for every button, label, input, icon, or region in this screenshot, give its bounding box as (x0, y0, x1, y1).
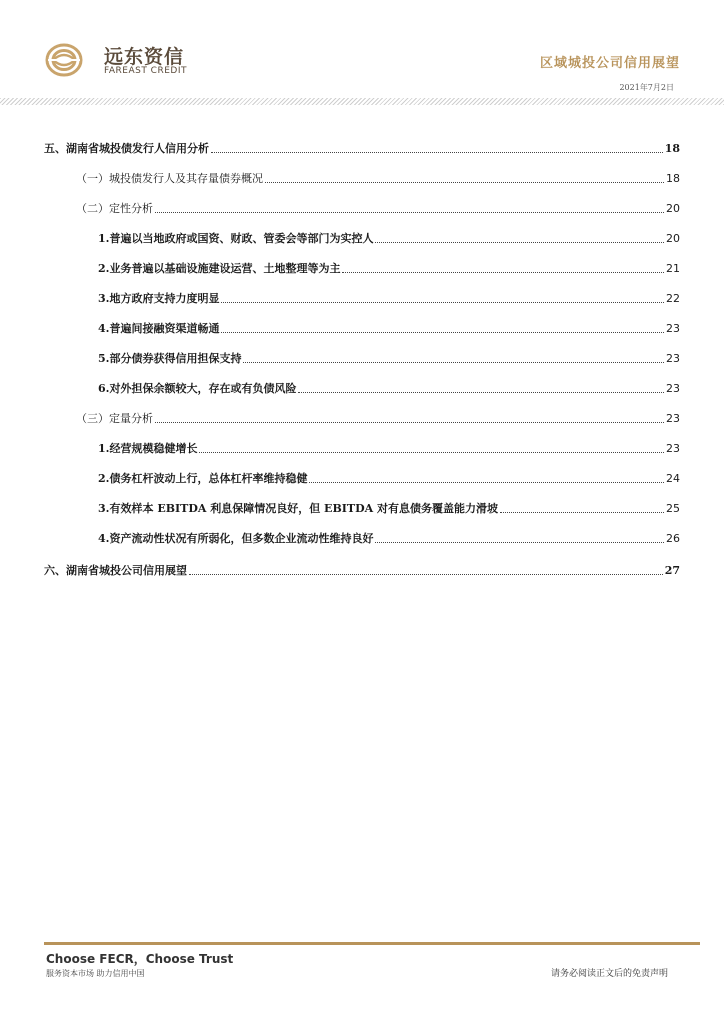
toc-entry-title: 6.对外担保余额较大，存在或有负债风险 (98, 382, 297, 395)
toc-entry-title: （三）定量分析 (76, 412, 153, 425)
toc-entry[interactable] (98, 260, 680, 278)
toc-entry[interactable] (44, 562, 680, 580)
toc-entry[interactable] (98, 440, 680, 458)
toc-entry[interactable] (98, 530, 680, 548)
report-title: 区域城投公司信用展望 (539, 56, 680, 71)
toc-entry[interactable] (76, 200, 680, 218)
toc-entry-page: 23 (666, 382, 680, 395)
page-header (0, 0, 724, 100)
toc-entry[interactable] (44, 140, 680, 158)
footer-subtitle: 服务资本市场 助力信用中国 (46, 969, 145, 978)
toc-entry-page: 20 (666, 232, 680, 245)
toc-leader-dots (500, 512, 664, 513)
report-date: 2021年7月2日 (619, 83, 674, 92)
toc-entry-title: 4.资产流动性状况有所弱化，但多数企业流动性维持良好 (98, 532, 374, 545)
toc-entry[interactable] (76, 170, 680, 188)
toc-entry[interactable] (98, 290, 680, 308)
toc-leader-dots (199, 452, 664, 453)
toc-entry-page: 23 (666, 442, 680, 455)
toc-leader-dots (189, 574, 663, 575)
toc-entry-title: 1.经营规模稳健增长 (98, 442, 198, 455)
toc-leader-dots (265, 182, 664, 183)
fareast-logo-icon (44, 40, 100, 80)
toc-entry-page: 23 (666, 322, 680, 335)
brand-name-en: FAREAST CREDIT (104, 66, 187, 76)
toc-entry-title: 2.业务普遍以基础设施建设运营、土地整理等为主 (98, 262, 341, 275)
toc-entry-title: 5.部分债券获得信用担保支持 (98, 352, 242, 365)
toc-entry-title: 六、湖南省城投公司信用展望 (44, 564, 187, 577)
toc-entry[interactable] (98, 380, 680, 398)
toc-leader-dots (243, 362, 664, 363)
toc-entry-title: 3.有效样本 EBITDA 利息保障情况良好，但 EBITDA 对有息债务覆盖能力滑坡 (98, 502, 498, 515)
footer-slogan: Choose FECR，Choose Trust (46, 952, 234, 966)
toc-leader-dots (211, 152, 663, 153)
toc-entry[interactable] (76, 410, 680, 428)
toc-entry-page: 27 (664, 564, 680, 577)
toc-entry[interactable] (98, 320, 680, 338)
toc-leader-dots (375, 242, 664, 243)
toc-entry-page: 25 (666, 502, 680, 515)
toc-entry-page: 26 (666, 532, 680, 545)
toc-leader-dots (221, 332, 664, 333)
toc-entry-page: 24 (666, 472, 680, 485)
toc-leader-dots (221, 302, 664, 303)
brand-name-cn: 远东资信 (104, 46, 185, 68)
footer-disclaimer: 请务必阅读正文后的免责声明 (550, 969, 668, 979)
toc-entry-title: 2.债务杠杆波动上行，总体杠杆率维持稳健 (98, 472, 308, 485)
toc-entry[interactable] (98, 500, 680, 518)
toc-entry-title: 4.普遍间接融资渠道畅通 (98, 322, 220, 335)
toc-entry-page: 23 (666, 352, 680, 365)
toc-leader-dots (309, 482, 664, 483)
toc-leader-dots (155, 422, 664, 423)
toc-entry-title: 五、湖南省城投债发行人信用分析 (44, 142, 209, 155)
footer-divider (44, 942, 700, 945)
toc-entry-title: （一）城投债发行人及其存量债券概况 (76, 172, 263, 185)
toc-entry-page: 21 (666, 262, 680, 275)
toc-entry-page: 22 (666, 292, 680, 305)
toc-entry-page: 18 (666, 172, 680, 185)
toc-entry[interactable] (98, 350, 680, 368)
toc-leader-dots (155, 212, 664, 213)
toc-entry-title: （二）定性分析 (76, 202, 153, 215)
toc-entry-title: 1.普遍以当地政府或国资、财政、管委会等部门为实控人 (98, 232, 374, 245)
toc-entry-page: 18 (664, 142, 680, 155)
header-hatch-divider (0, 98, 724, 105)
toc-entry-title: 3.地方政府支持力度明显 (98, 292, 220, 305)
toc-entry-page: 20 (666, 202, 680, 215)
toc-leader-dots (298, 392, 664, 393)
toc-leader-dots (375, 542, 664, 543)
toc-entry[interactable] (98, 230, 680, 248)
toc-entry-page: 23 (666, 412, 680, 425)
toc-leader-dots (342, 272, 664, 273)
toc-entry[interactable] (98, 470, 680, 488)
